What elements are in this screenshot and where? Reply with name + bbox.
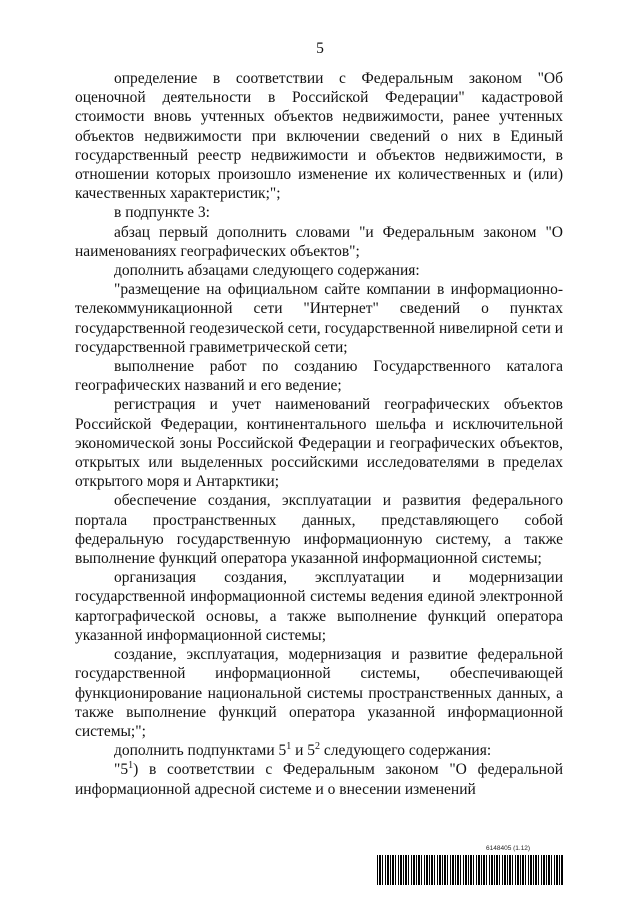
paragraph: выполнение работ по созданию Государственного каталога географических названий и его ведение; (75, 358, 563, 395)
paragraph-supplement (75, 741, 563, 760)
paragraph-last (75, 760, 563, 798)
text-fragment: и 5 (291, 742, 316, 760)
paragraph: обеспечение создания, эксплуатации и развития федерального портала пространственных данных, представляющего собой федеральную государственную информационную систему, а также выполнение функций оператора указанной информационной системы; (75, 492, 563, 568)
document-body (75, 69, 563, 799)
paragraph: в подпункте 3: (114, 204, 210, 222)
text-fragment: "5 (114, 761, 129, 779)
paragraph: "размещение на официальном сайте компании в информационно-телекоммуникационной сети "Интернет" сведений о пунктах государственной геодезической сети, государственной нивелирной сети и государственной гравиметрической сети; (75, 281, 563, 356)
paragraph: создание, эксплуатация, модернизация и развитие федеральной государственной информационной системы, обеспечивающей функционирование национальной системы пространственных данных, а также выполнение функций оператора указанной информационной системы;"; (75, 646, 563, 740)
barcode (377, 855, 563, 885)
superscript: 2 (315, 741, 321, 753)
document-code: 6148405 (1.12) (486, 845, 531, 852)
page-number: 5 (316, 40, 324, 57)
paragraph: организация создания, эксплуатации и модернизации государственной информационной системы ведения единой электронной картографической основы, а также выполнение функций оператора указанной информационной системы; (75, 569, 563, 644)
paragraph: регистрация и учет наименований географических объектов Российской Федерации, континентального шельфа и исключительной экономической зоны Российской Федерации и географических объектов, открытых или выделенных российскими исследователями в пределах открытого моря и Антарктики; (75, 396, 563, 491)
text-fragment: дополнить подпунктами 5 (114, 742, 287, 760)
paragraph: дополнить абзацами следующего содержания: (114, 262, 420, 280)
superscript: 1 (286, 741, 292, 753)
text-fragment: ) в соответствии с Федеральным законом "О федеральной информационной адресной системе и о внесении изменений (75, 761, 563, 798)
paragraph: абзац первый дополнить словами "и Федеральным законом "О наименованиях географических объектов"; (75, 223, 563, 260)
text-fragment: следующего содержания: (320, 742, 492, 760)
superscript: 1 (128, 760, 134, 772)
paragraph: определение в соответствии с Федеральным законом "Об оценочной деятельности в Российской Федерации" кадастровой стоимости вновь учтенных объектов недвижимости, ранее учтенных объектов недвижимости при включении сведений о них в Единый государственный реестр недвижимости и объектов недвижимости, в отношении которых произошло изменение их количественных и (или) качественных характеристик;"; (75, 70, 563, 203)
